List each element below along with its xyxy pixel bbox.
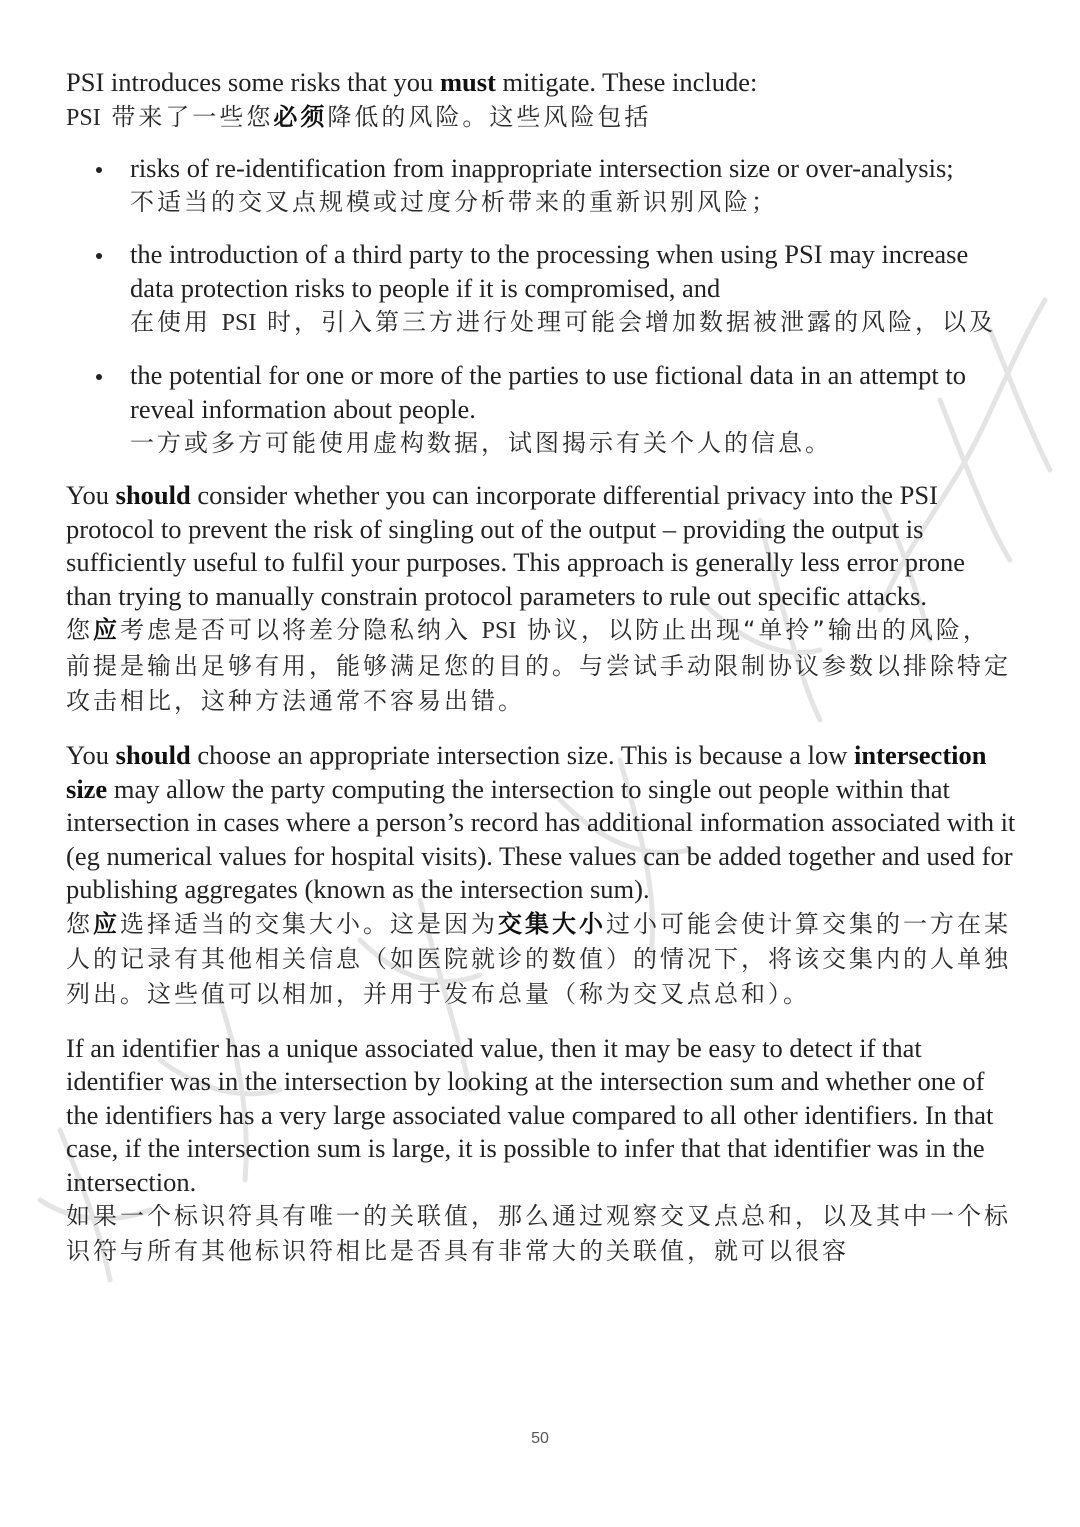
bullet-dot: [96, 253, 102, 259]
paragraph-intersection-size-en: You should choose an appropriate intersection size. This is because a low intersection size may allow the party computing the intersection to single out people within that intersection in cases where a person’s record has additional information associated with it (eg numerical values for hospital visits). These values can be added together and used for publishing aggregates (known as the intersection sum).: [66, 740, 1016, 904]
list-item-en: the potential for one or more of the parties to use fictional data in an attempt to reveal information about people.: [130, 360, 966, 424]
list-item-en: risks of re-identification from inappropriate intersection size or over-analysis;: [130, 152, 954, 183]
spacer: [66, 1012, 1016, 1032]
list-item-zh: 不适当的交叉点规模或过度分析带来的重新识别风险；: [130, 188, 778, 216]
document-page: [66, 66, 1016, 1269]
list-item-en: the introduction of a third party to the processing when using PSI may increase data protection risks to people if it is compromised, and: [130, 239, 969, 303]
intro-zh: PSI 带来了一些您必须降低的风险。这些风险包括: [66, 102, 652, 131]
paragraph-identifier-zh: 如果一个标识符具有唯一的关联值，那么通过观察交叉点总和，以及其中一个标识符与所有其他标识符相比是否具有非常大的关联值，就可以很容: [66, 1202, 1011, 1265]
spacer: [66, 719, 1016, 739]
list-item-zh: 在使用 PSI 时，引入第三方进行处理可能会增加数据被泄露的风险，以及: [130, 308, 996, 336]
paragraph-identifier-en: If an identifier has a unique associated value, then it may be easy to detect if that identifier was in the intersection by looking at the intersection sum and whether one of the identifiers has a very large associated value compared to all other identifiers. In that case, if the intersection sum is large, it is possible to infer that that identifier was in the intersection.: [66, 1032, 994, 1197]
paragraph-differential-privacy-zh: 您应考虑是否可以将差分隐私纳入 PSI 协议，以防止出现“单拎”输出的风险，前提是输出足够有用，能够满足您的目的。与尝试手动限制协议参数以排除特定攻击相比，这种方法通常不容易出错。: [66, 616, 1011, 715]
bullet-dot: [96, 374, 102, 380]
intro-en: PSI introduces some risks that you must mitigate. These include:: [66, 67, 758, 97]
page-number: 50: [531, 1430, 549, 1447]
list-item: [66, 359, 1016, 461]
bullet-dot: [96, 167, 102, 173]
paragraph-intersection-size-zh: 您应选择适当的交集大小。这是因为交集大小过小可能会使计算交集的一方在某人的记录有其他相关信息（如医院就诊的数值）的情况下，将该交集内的人单独列出。这些值可以相加，并用于发布总量（称为交叉点总和）。: [66, 909, 1011, 1008]
list-item: [66, 152, 1016, 221]
list-item: [66, 238, 1016, 341]
risk-list: [66, 152, 1016, 462]
paragraph-differential-privacy-en: You should consider whether you can incorporate differential privacy into the PSI protocol to prevent the risk of singling out of the output – providing the output is sufficiently useful to fulfil your purposes. This approach is generally less error prone than trying to manually constrain protocol parameters to rule out specific attacks.: [66, 480, 966, 611]
list-item-zh: 一方或多方可能使用虚构数据，试图揭示有关个人的信息。: [130, 429, 832, 457]
